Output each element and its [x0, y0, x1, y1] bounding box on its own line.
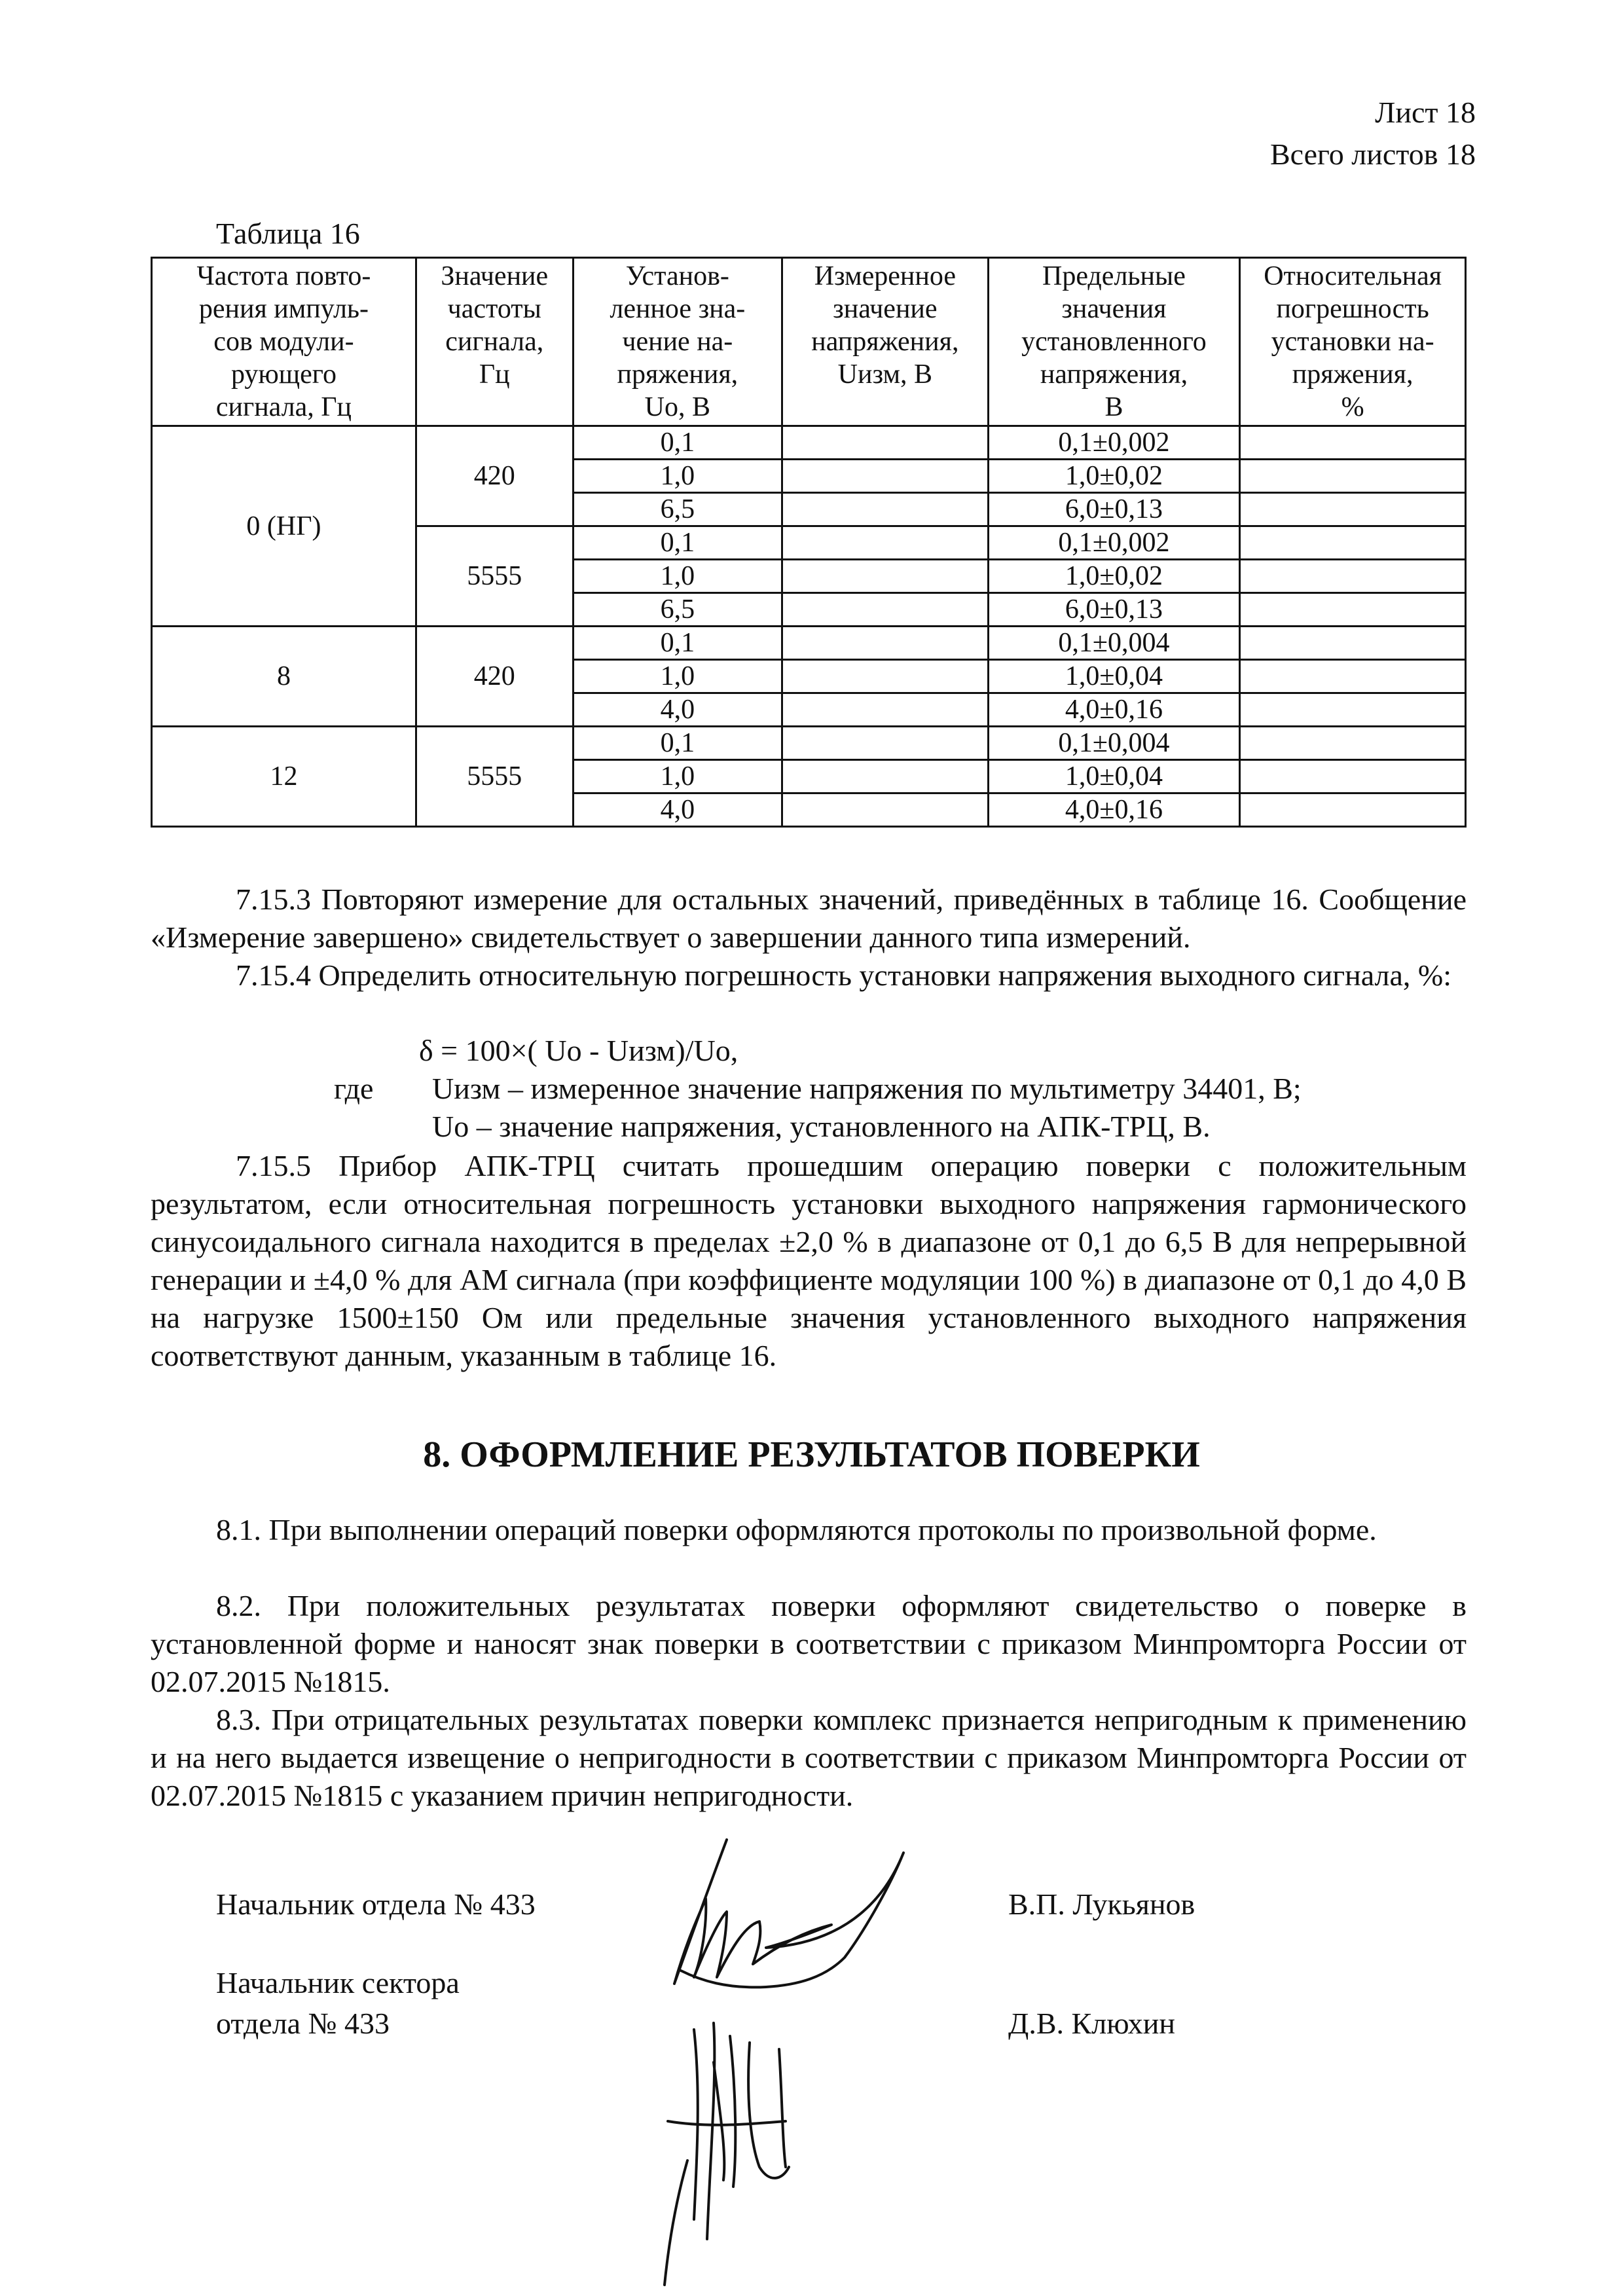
header-line: % — [1341, 392, 1364, 422]
header-line: напряжения, — [811, 327, 959, 357]
header-line: сов модули- — [213, 327, 354, 357]
table-row — [152, 426, 1466, 460]
cell-set-voltage: 0,1 — [573, 526, 782, 560]
header-line: Гц — [479, 359, 510, 390]
cell-limit-value: 4,0±0,16 — [988, 693, 1240, 727]
cell-signal-frequency: 420 — [416, 426, 573, 526]
cell-set-voltage: 1,0 — [573, 460, 782, 493]
header-line: Установ- — [625, 261, 729, 291]
cell-mod-frequency: 0 (НГ) — [152, 426, 416, 627]
cell-set-voltage: 4,0 — [573, 693, 782, 727]
cell-mod-frequency: 8 — [152, 627, 416, 727]
table-row — [152, 727, 1466, 760]
cell-set-voltage: 1,0 — [573, 660, 782, 693]
cell-set-voltage: 6,5 — [573, 593, 782, 627]
section-8-heading: 8. ОФОРМЛЕНИЕ РЕЗУЛЬТАТОВ ПОВЕРКИ — [423, 1434, 1200, 1475]
cell-set-voltage: 1,0 — [573, 760, 782, 793]
cell-relative-error — [1240, 560, 1466, 593]
header-line: пряжения, — [1292, 359, 1413, 390]
role-2-line-2: отдела № 433 — [216, 2007, 390, 2040]
cell-set-voltage: 4,0 — [573, 793, 782, 827]
cell-mod-frequency: 12 — [152, 727, 416, 827]
cell-signal-frequency: 5555 — [416, 727, 573, 827]
role-1: Начальник отдела № 433 — [216, 1887, 536, 1921]
col-signal-frequency — [416, 258, 573, 426]
name-1: В.П. Лукьянов — [1008, 1887, 1195, 1921]
cell-relative-error — [1240, 460, 1466, 493]
header-line: установки на- — [1271, 327, 1434, 357]
header-line: ленное зна- — [610, 294, 746, 324]
cell-limit-value: 1,0±0,02 — [988, 560, 1240, 593]
measurement-table — [151, 257, 1467, 828]
paragraph-8-1: 8.1. При выполнении операций поверки оформляются протоколы по произвольной форме. — [216, 1513, 1377, 1546]
header-line: значение — [833, 294, 938, 324]
table-caption: Таблица 16 — [216, 217, 360, 250]
cell-relative-error — [1240, 760, 1466, 793]
role-2-line-1: Начальник сектора — [216, 1966, 460, 1999]
cell-relative-error — [1240, 727, 1466, 760]
cell-limit-value: 1,0±0,04 — [988, 760, 1240, 793]
cell-relative-error — [1240, 526, 1466, 560]
cell-relative-error — [1240, 693, 1466, 727]
paragraph-7-15-4: 7.15.4 Определить относительную погрешность установки напряжения выходного сигнала, %: — [236, 958, 1452, 992]
header-line: Частота повто- — [196, 261, 371, 291]
cell-set-voltage: 0,1 — [573, 426, 782, 460]
cell-signal-frequency: 5555 — [416, 526, 573, 627]
name-2: Д.В. Клюхин — [1008, 2007, 1175, 2040]
sheet-number: Лист 18 — [1375, 96, 1476, 129]
header-line: установленного — [1021, 327, 1207, 357]
cell-limit-value: 1,0±0,04 — [988, 660, 1240, 693]
cell-measured-voltage — [782, 693, 989, 727]
cell-measured-voltage — [782, 460, 989, 493]
cell-measured-voltage — [782, 426, 989, 460]
cell-measured-voltage — [782, 593, 989, 627]
definition-uizm: Uизм – измеренное значение напряжения по мультиметру 34401, В; — [432, 1072, 1302, 1105]
cell-limit-value: 0,1±0,002 — [988, 526, 1240, 560]
signature-1 — [674, 1840, 903, 1987]
cell-limit-value: 6,0±0,13 — [988, 593, 1240, 627]
cell-set-voltage: 0,1 — [573, 727, 782, 760]
col-relative-error — [1240, 258, 1466, 426]
header-line: частоты — [447, 294, 541, 324]
header-line: Uизм, В — [837, 359, 933, 390]
cell-relative-error — [1240, 493, 1466, 526]
cell-relative-error — [1240, 660, 1466, 693]
header-line: напряжения, — [1040, 359, 1188, 390]
table-header-row — [152, 258, 1466, 426]
cell-limit-value: 0,1±0,002 — [988, 426, 1240, 460]
table-row — [152, 627, 1466, 660]
header-line: рующего — [230, 359, 337, 390]
handwritten-signatures — [629, 1813, 995, 2291]
cell-measured-voltage — [782, 627, 989, 660]
cell-measured-voltage — [782, 793, 989, 827]
header-line: Предельные — [1042, 261, 1186, 291]
cell-signal-frequency: 420 — [416, 627, 573, 727]
header-line: чение на- — [622, 327, 733, 357]
header-line: значения — [1061, 294, 1167, 324]
cell-set-voltage: 1,0 — [573, 560, 782, 593]
col-measured-voltage — [782, 258, 989, 426]
cell-relative-error — [1240, 793, 1466, 827]
signature-2 — [665, 2023, 789, 2285]
cell-measured-voltage — [782, 660, 989, 693]
header-line: Относительная — [1264, 261, 1442, 291]
where-label: где — [334, 1072, 374, 1105]
paragraph-7-15-5: 7.15.5 Прибор АПК-ТРЦ считать прошедшим операцию поверки с положительным результатом, если относительная погрешность установки выходного напряжения гармонического синусоидального сигнала находится в пределах ±2,0 % в диапазоне от 0,1 до 6,5 В для непрерывной генерации и ±4,0 % для АМ сигнала (при коэффициенте модуляции 100 %) в диапазоне от 0,1 до 4,0 В на нагрузке 1500±150 Ом или предельные значения установленного выходного напряжения соответствуют данным, указанным в таблице 16. — [151, 1149, 1467, 1372]
cell-limit-value: 6,0±0,13 — [988, 493, 1240, 526]
table-body — [152, 426, 1466, 827]
cell-measured-voltage — [782, 526, 989, 560]
header-line: Значение — [441, 261, 549, 291]
cell-relative-error — [1240, 426, 1466, 460]
header-line: В — [1104, 392, 1123, 422]
header-line: Измеренное — [814, 261, 956, 291]
header-line: пряжения, — [617, 359, 739, 390]
col-mod-frequency — [152, 258, 416, 426]
header-line: сигнала, Гц — [215, 392, 352, 422]
col-limit-values — [988, 258, 1240, 426]
header-line: Uo, В — [644, 392, 710, 422]
sheet-header — [1270, 92, 1476, 175]
cell-measured-voltage — [782, 760, 989, 793]
cell-measured-voltage — [782, 493, 989, 526]
cell-limit-value: 0,1±0,004 — [988, 627, 1240, 660]
cell-limit-value: 0,1±0,004 — [988, 727, 1240, 760]
cell-measured-voltage — [782, 727, 989, 760]
cell-limit-value: 4,0±0,16 — [988, 793, 1240, 827]
paragraph-7-15-3: 7.15.3 Повторяют измерение для остальных значений, приведённых в таблице 16. Сообщение «Измерение завершено» свидетельствует о завершении данного типа измерений. — [151, 883, 1467, 954]
cell-set-voltage: 0,1 — [573, 627, 782, 660]
header-line: рения импуль- — [198, 294, 369, 324]
paragraph-8-3: 8.3. При отрицательных результатах поверки комплекс признается непригодным к применению и на него выдается извещение о непригодности в соответствии с приказом Минпромторга России от 02.07.2015 №1815 с указанием причин непригодности. — [151, 1703, 1467, 1812]
formula: δ = 100×( Uo - Uизм)/Uo, — [419, 1034, 739, 1067]
cell-set-voltage: 6,5 — [573, 493, 782, 526]
col-set-voltage — [573, 258, 782, 426]
paragraph-8-2: 8.2. При положительных результатах поверки оформляют свидетельство о поверке в установленной форме и наносят знак поверки в соответствии с приказом Минпромторга России от 02.07.2015 №1815. — [151, 1589, 1467, 1698]
definition-uo: Uo – значение напряжения, установленного на АПК-ТРЦ, В. — [432, 1110, 1211, 1143]
header-line: сигнала, — [445, 327, 544, 357]
cell-limit-value: 1,0±0,02 — [988, 460, 1240, 493]
header-line: погрешность — [1276, 294, 1429, 324]
cell-measured-voltage — [782, 560, 989, 593]
cell-relative-error — [1240, 593, 1466, 627]
sheets-total: Всего листов 18 — [1269, 137, 1476, 171]
cell-relative-error — [1240, 627, 1466, 660]
